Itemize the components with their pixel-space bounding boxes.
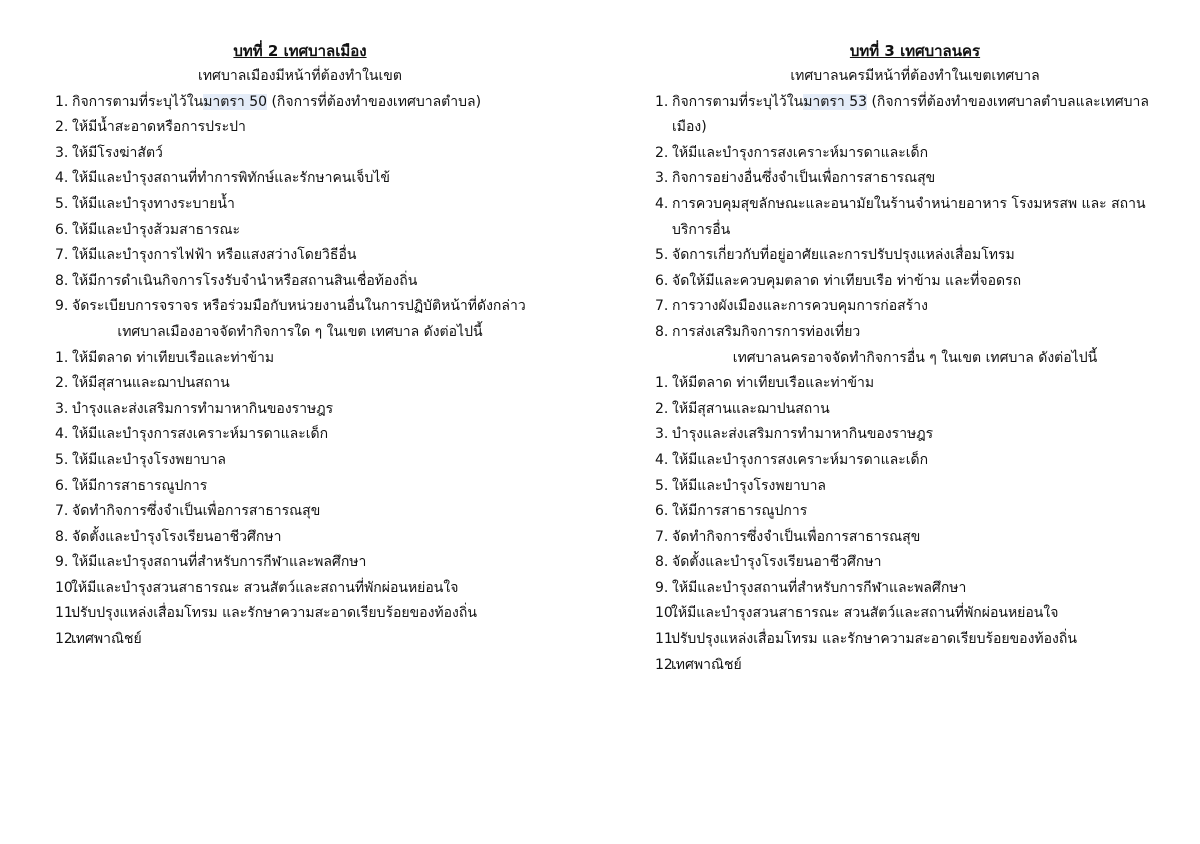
- list-item: [55, 627, 545, 653]
- list-item-text: ให้มีน้ำสะอาดหรือการประปา: [72, 119, 246, 136]
- list-item: [55, 294, 545, 320]
- list-item-text: การส่งเสริมกิจการการท่องเที่ยว: [672, 323, 861, 340]
- list-item-text: ให้มีโรงฆ่าสัตว์: [72, 144, 163, 161]
- list-item-number: 3.: [655, 170, 669, 187]
- list-item: [55, 346, 545, 372]
- list-item: [655, 653, 1175, 679]
- list-item: [655, 601, 1175, 627]
- list-item-number: 11.: [655, 631, 678, 648]
- list-item-number: 2.: [655, 144, 669, 161]
- list-item: [655, 243, 1175, 269]
- list-item-number: 4.: [655, 451, 669, 468]
- duties-list: [655, 90, 1175, 346]
- list-item-number: 1.: [55, 93, 69, 110]
- list-item-number: 5.: [55, 195, 69, 212]
- highlighted-section-reference: มาตรา 53: [803, 93, 868, 110]
- list-item-number: 7.: [655, 528, 669, 545]
- list-item: [55, 166, 545, 192]
- list-item: [655, 371, 1175, 397]
- list-item-text-prefix: กิจการตามที่ระบุไว้ใน: [672, 93, 804, 110]
- list-item: [55, 499, 545, 525]
- list-item-text: จัดทำกิจการซึ่งจำเป็นเพื่อการสาธารณสุข: [672, 528, 921, 545]
- list-item: [655, 397, 1175, 423]
- list-item-number: 6.: [655, 503, 669, 520]
- list-item-number: 1.: [655, 375, 669, 392]
- list-item: [655, 320, 1175, 346]
- list-item: [655, 90, 1175, 141]
- list-item: [655, 474, 1175, 500]
- list-item-text: การควบคุมสุขลักษณะและอนามัยในร้านจำหน่ายอาหาร โรงมหรสพ และ สถานบริการอื่น: [672, 195, 1146, 238]
- right-column-chapter-3: [655, 38, 1175, 678]
- list-item: [55, 141, 545, 167]
- list-item-text: ปรับปรุงแหล่งเสื่อมโทรม และรักษาความสะอาดเรียบร้อยของท้องถิ่น: [671, 631, 1077, 648]
- list-item-number: 9.: [55, 554, 69, 571]
- list-item-number: 7.: [55, 247, 69, 264]
- list-item-text: ให้มีและบำรุงทางระบายน้ำ: [72, 195, 235, 212]
- highlighted-section-reference: มาตรา 50: [203, 93, 268, 110]
- list-item: [655, 166, 1175, 192]
- list-item-number: 5.: [55, 451, 69, 468]
- list-item-text: กิจการอย่างอื่นซึ่งจำเป็นเพื่อการสาธารณสุข: [672, 170, 936, 187]
- list-item-text: ให้มีและบำรุงโรงพยาบาล: [672, 477, 827, 494]
- list-item-text: จัดให้มีและควบคุมตลาด ท่าเทียบเรือ ท่าข้าม และที่จอดรถ: [672, 272, 1022, 289]
- chapter-title: บทที่ 3 เทศบาลนคร: [849, 42, 981, 60]
- list-item-text-prefix: กิจการตามที่ระบุไว้ใน: [72, 93, 204, 110]
- list-item-text-suffix: (กิจการที่ต้องทำของเทศบาลตำบลและเทศบาลเมือง): [672, 93, 1149, 136]
- list-item-text: ให้มีและบำรุงการสงเคราะห์มารดาและเด็ก: [672, 144, 929, 161]
- list-item: [55, 90, 545, 116]
- list-item-text: ให้มีสุสานและฌาปนสถาน: [72, 375, 230, 392]
- section-heading-optional: เทศบาลเมืองอาจจัดทำกิจการใด ๆ ในเขต เทศบาล ดังต่อไปนี้: [117, 323, 483, 340]
- left-column-chapter-2: [55, 38, 545, 653]
- list-item: [55, 397, 545, 423]
- list-item: [55, 192, 545, 218]
- list-item-number: 4.: [55, 426, 69, 443]
- list-item-number: 2.: [55, 375, 69, 392]
- list-item: [655, 525, 1175, 551]
- list-item: [655, 269, 1175, 295]
- list-item-number: 10.: [655, 605, 678, 622]
- list-item-text: จัดตั้งและบำรุงโรงเรียนอาชีวศึกษา: [72, 528, 282, 545]
- list-item-text: ให้มีและบำรุงสวนสาธารณะ สวนสัตว์และสถานที่พักผ่อนหย่อนใจ: [671, 605, 1059, 622]
- list-item-number: 6.: [55, 477, 69, 494]
- list-item-number: 8.: [55, 528, 69, 545]
- list-item: [655, 627, 1175, 653]
- list-item-text: ให้มีและบำรุงสถานที่สำหรับการกีฬาและพลศึกษา: [72, 554, 367, 571]
- list-item-number: 8.: [655, 554, 669, 571]
- list-item-number: 11.: [55, 605, 78, 622]
- list-item: [55, 601, 545, 627]
- list-item: [655, 576, 1175, 602]
- section-heading-duties: เทศบาลเมืองมีหน้าที่ต้องทำในเขต: [198, 68, 402, 84]
- list-item-text: ให้มีสุสานและฌาปนสถาน: [672, 400, 830, 417]
- list-item-number: 6.: [55, 221, 69, 238]
- list-item-text: ให้มีและบำรุงโรงพยาบาล: [72, 451, 227, 468]
- list-item-number: 2.: [655, 400, 669, 417]
- list-item-text: ปรับปรุงแหล่งเสื่อมโทรม และรักษาความสะอาดเรียบร้อยของท้องถิ่น: [71, 605, 477, 622]
- list-item-text: ให้มีการสาธารณูปการ: [72, 477, 208, 494]
- list-item-number: 8.: [55, 272, 69, 289]
- list-item: [55, 525, 545, 551]
- list-item-number: 7.: [55, 503, 69, 520]
- list-item-text: ให้มีและบำรุงส้วมสาธารณะ: [72, 221, 240, 238]
- list-item-number: 4.: [55, 170, 69, 187]
- optional-list: [655, 371, 1175, 678]
- list-item-number: 9.: [55, 298, 69, 315]
- duties-list: [55, 90, 545, 320]
- list-item: [55, 269, 545, 295]
- list-item: [55, 422, 545, 448]
- list-item-text-suffix: (กิจการที่ต้องทำของเทศบาลตำบล): [267, 93, 482, 110]
- list-item-number: 1.: [655, 93, 669, 110]
- list-item-text: จัดตั้งและบำรุงโรงเรียนอาชีวศึกษา: [672, 554, 882, 571]
- list-item: [655, 422, 1175, 448]
- list-item-text: บำรุงและส่งเสริมการทำมาหากินของราษฎร: [672, 426, 934, 443]
- list-item-number: 9.: [655, 579, 669, 596]
- list-item-text: ให้มีตลาด ท่าเทียบเรือและท่าข้าม: [672, 375, 875, 392]
- list-item-text: [72, 90, 545, 116]
- list-item-number: 5.: [655, 477, 669, 494]
- list-item: [55, 218, 545, 244]
- list-item-text: [672, 90, 1175, 141]
- list-item: [55, 474, 545, 500]
- list-item: [55, 448, 545, 474]
- list-item-number: 6.: [655, 272, 669, 289]
- list-item-number: 5.: [655, 247, 669, 264]
- list-item: [55, 115, 545, 141]
- list-item-number: 3.: [55, 400, 69, 417]
- list-item-text: จัดระเบียบการจราจร หรือร่วมมือกับหน่วยงานอื่นในการปฏิบัติหน้าที่ดังกล่าว: [72, 298, 526, 315]
- list-item-number: 10.: [55, 579, 78, 596]
- list-item-text: ให้มีและบำรุงการไฟฟ้า หรือแสงสว่างโดยวิธีอื่น: [72, 247, 357, 264]
- list-item-text: ให้มีตลาด ท่าเทียบเรือและท่าข้าม: [72, 349, 275, 366]
- list-item-text: ให้มีและบำรุงสวนสาธารณะ สวนสัตว์และสถานที่พักผ่อนหย่อนใจ: [71, 579, 459, 596]
- section-heading-duties: เทศบาลนครมีหน้าที่ต้องทำในเขตเทศบาล: [790, 68, 1040, 84]
- list-item: [655, 448, 1175, 474]
- list-item-number: 3.: [55, 144, 69, 161]
- list-item-number: 7.: [655, 298, 669, 315]
- list-item-text: ให้มีการดำเนินกิจการโรงรับจำนำหรือสถานสินเชื่อท้องถิ่น: [72, 272, 418, 289]
- list-item-text: ให้มีและบำรุงการสงเคราะห์มารดาและเด็ก: [672, 451, 929, 468]
- list-item: [655, 141, 1175, 167]
- list-item-text: การวางผังเมืองและการควบคุมการก่อสร้าง: [672, 298, 928, 315]
- list-item-number: 2.: [55, 119, 69, 136]
- section-heading-optional: เทศบาลนครอาจจัดทำกิจการอื่น ๆ ในเขต เทศบาล ดังต่อไปนี้: [732, 349, 1098, 366]
- list-item: [55, 550, 545, 576]
- list-item-text: จัดการเกี่ยวกับที่อยู่อาศัยและการปรับปรุงแหล่งเสื่อมโทรม: [672, 247, 1015, 264]
- list-item-number: 12.: [655, 656, 678, 673]
- list-item-text: จัดทำกิจการซึ่งจำเป็นเพื่อการสาธารณสุข: [72, 503, 321, 520]
- list-item-text: ให้มีและบำรุงสถานที่ทำการพิทักษ์และรักษาคนเจ็บไข้: [72, 170, 390, 187]
- list-item-text: เทศพาณิชย์: [71, 631, 142, 648]
- chapter-title: บทที่ 2 เทศบาลเมือง: [233, 42, 367, 60]
- list-item: [55, 576, 545, 602]
- list-item-text: บำรุงและส่งเสริมการทำมาหากินของราษฎร: [72, 400, 334, 417]
- list-item: [55, 243, 545, 269]
- list-item-number: 4.: [655, 195, 669, 212]
- list-item-number: 3.: [655, 426, 669, 443]
- list-item-text: ให้มีและบำรุงการสงเคราะห์มารดาและเด็ก: [72, 426, 329, 443]
- list-item-text: ให้มีและบำรุงสถานที่สำหรับการกีฬาและพลศึกษา: [672, 579, 967, 596]
- optional-list: [55, 346, 545, 653]
- list-item: [655, 550, 1175, 576]
- list-item-number: 12.: [55, 631, 78, 648]
- list-item: [655, 294, 1175, 320]
- list-item-number: 8.: [655, 323, 669, 340]
- list-item: [655, 192, 1175, 243]
- list-item-text: ให้มีการสาธารณูปการ: [672, 503, 808, 520]
- list-item-text: เทศพาณิชย์: [671, 656, 742, 673]
- list-item: [55, 371, 545, 397]
- list-item-number: 1.: [55, 349, 69, 366]
- list-item: [655, 499, 1175, 525]
